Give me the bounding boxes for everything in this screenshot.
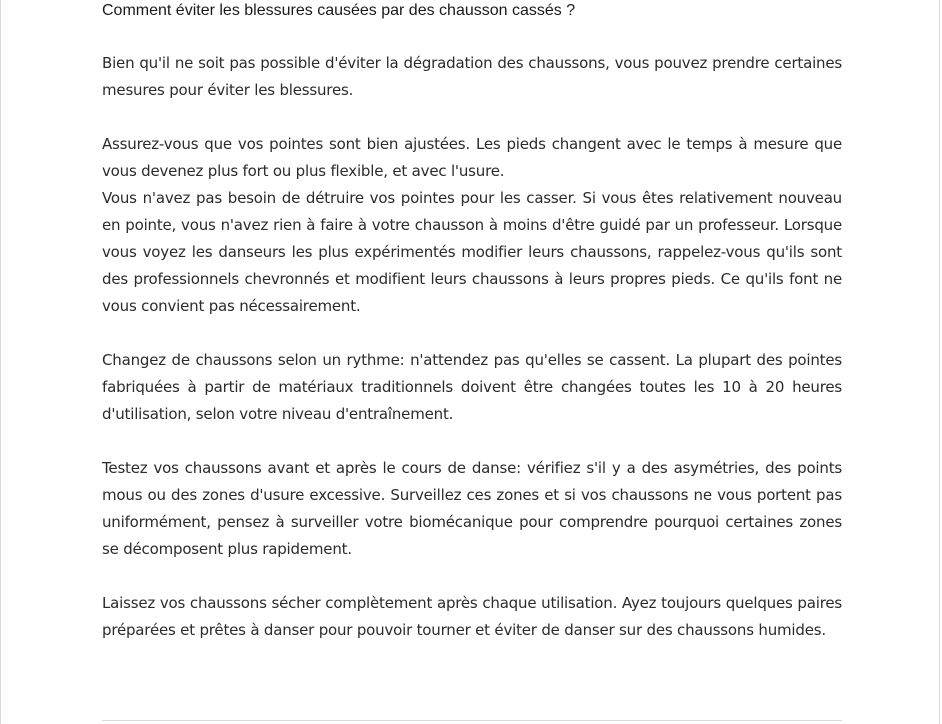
section-heading: Comment éviter les blessures causées par des chausson cassés ?	[102, 2, 576, 19]
paragraph-fit: Assurez-vous que vos pointes sont bien ajustées. Les pieds changent avec le temps à mesure que vous devenez plus fort ou plus flexible, et avec l'usure.	[102, 135, 842, 180]
section-divider	[102, 720, 842, 721]
paragraph-drying: Laissez vos chaussons sécher complètement après chaque utilisation. Ayez toujours quelques paires préparées et prêtes à danser pour pouvoir tourner et éviter de danser sur des chaussons humides.	[102, 594, 842, 639]
article-body	[102, 0, 842, 644]
paragraph-testing: Testez vos chaussons avant et après le cours de danse: vérifiez s'il y a des asymétries, des points mous ou des zones d'usure excessive. Surveillez ces zones et si vos chaussons ne vous portent pas uniformément, pensez à surveiller votre biomécanique pour comprendre pourquoi certaines zones se décomposent plus rapidement.	[102, 459, 842, 558]
paragraph-intro: Bien qu'il ne soit pas possible d'éviter la dégradation des chaussons, vous pouvez prendre certaines mesures pour éviter les blessures.	[102, 54, 842, 99]
paragraph-rotation: Changez de chaussons selon un rythme: n'attendez pas qu'elles se cassent. La plupart des pointes fabriquées à partir de matériaux traditionnels doivent être changées toutes les 10 à 20 heures d'utilisation, selon votre niveau d'entraînement.	[102, 351, 842, 423]
paragraph-break-in: Vous n'avez pas besoin de détruire vos pointes pour les casser. Si vous êtes relativement nouveau en pointe, vous n'avez rien à faire à votre chausson à moins d'être guidé par un professeur. Lorsque vous voyez les danseurs les plus expérimentés modifier leurs chaussons, rappelez-vous qu'ils sont des professionnels chevronnés et modifient leurs chaussons à leurs propres pieds. Ce qu'ils font ne vous convient pas nécessairement.	[102, 189, 842, 315]
